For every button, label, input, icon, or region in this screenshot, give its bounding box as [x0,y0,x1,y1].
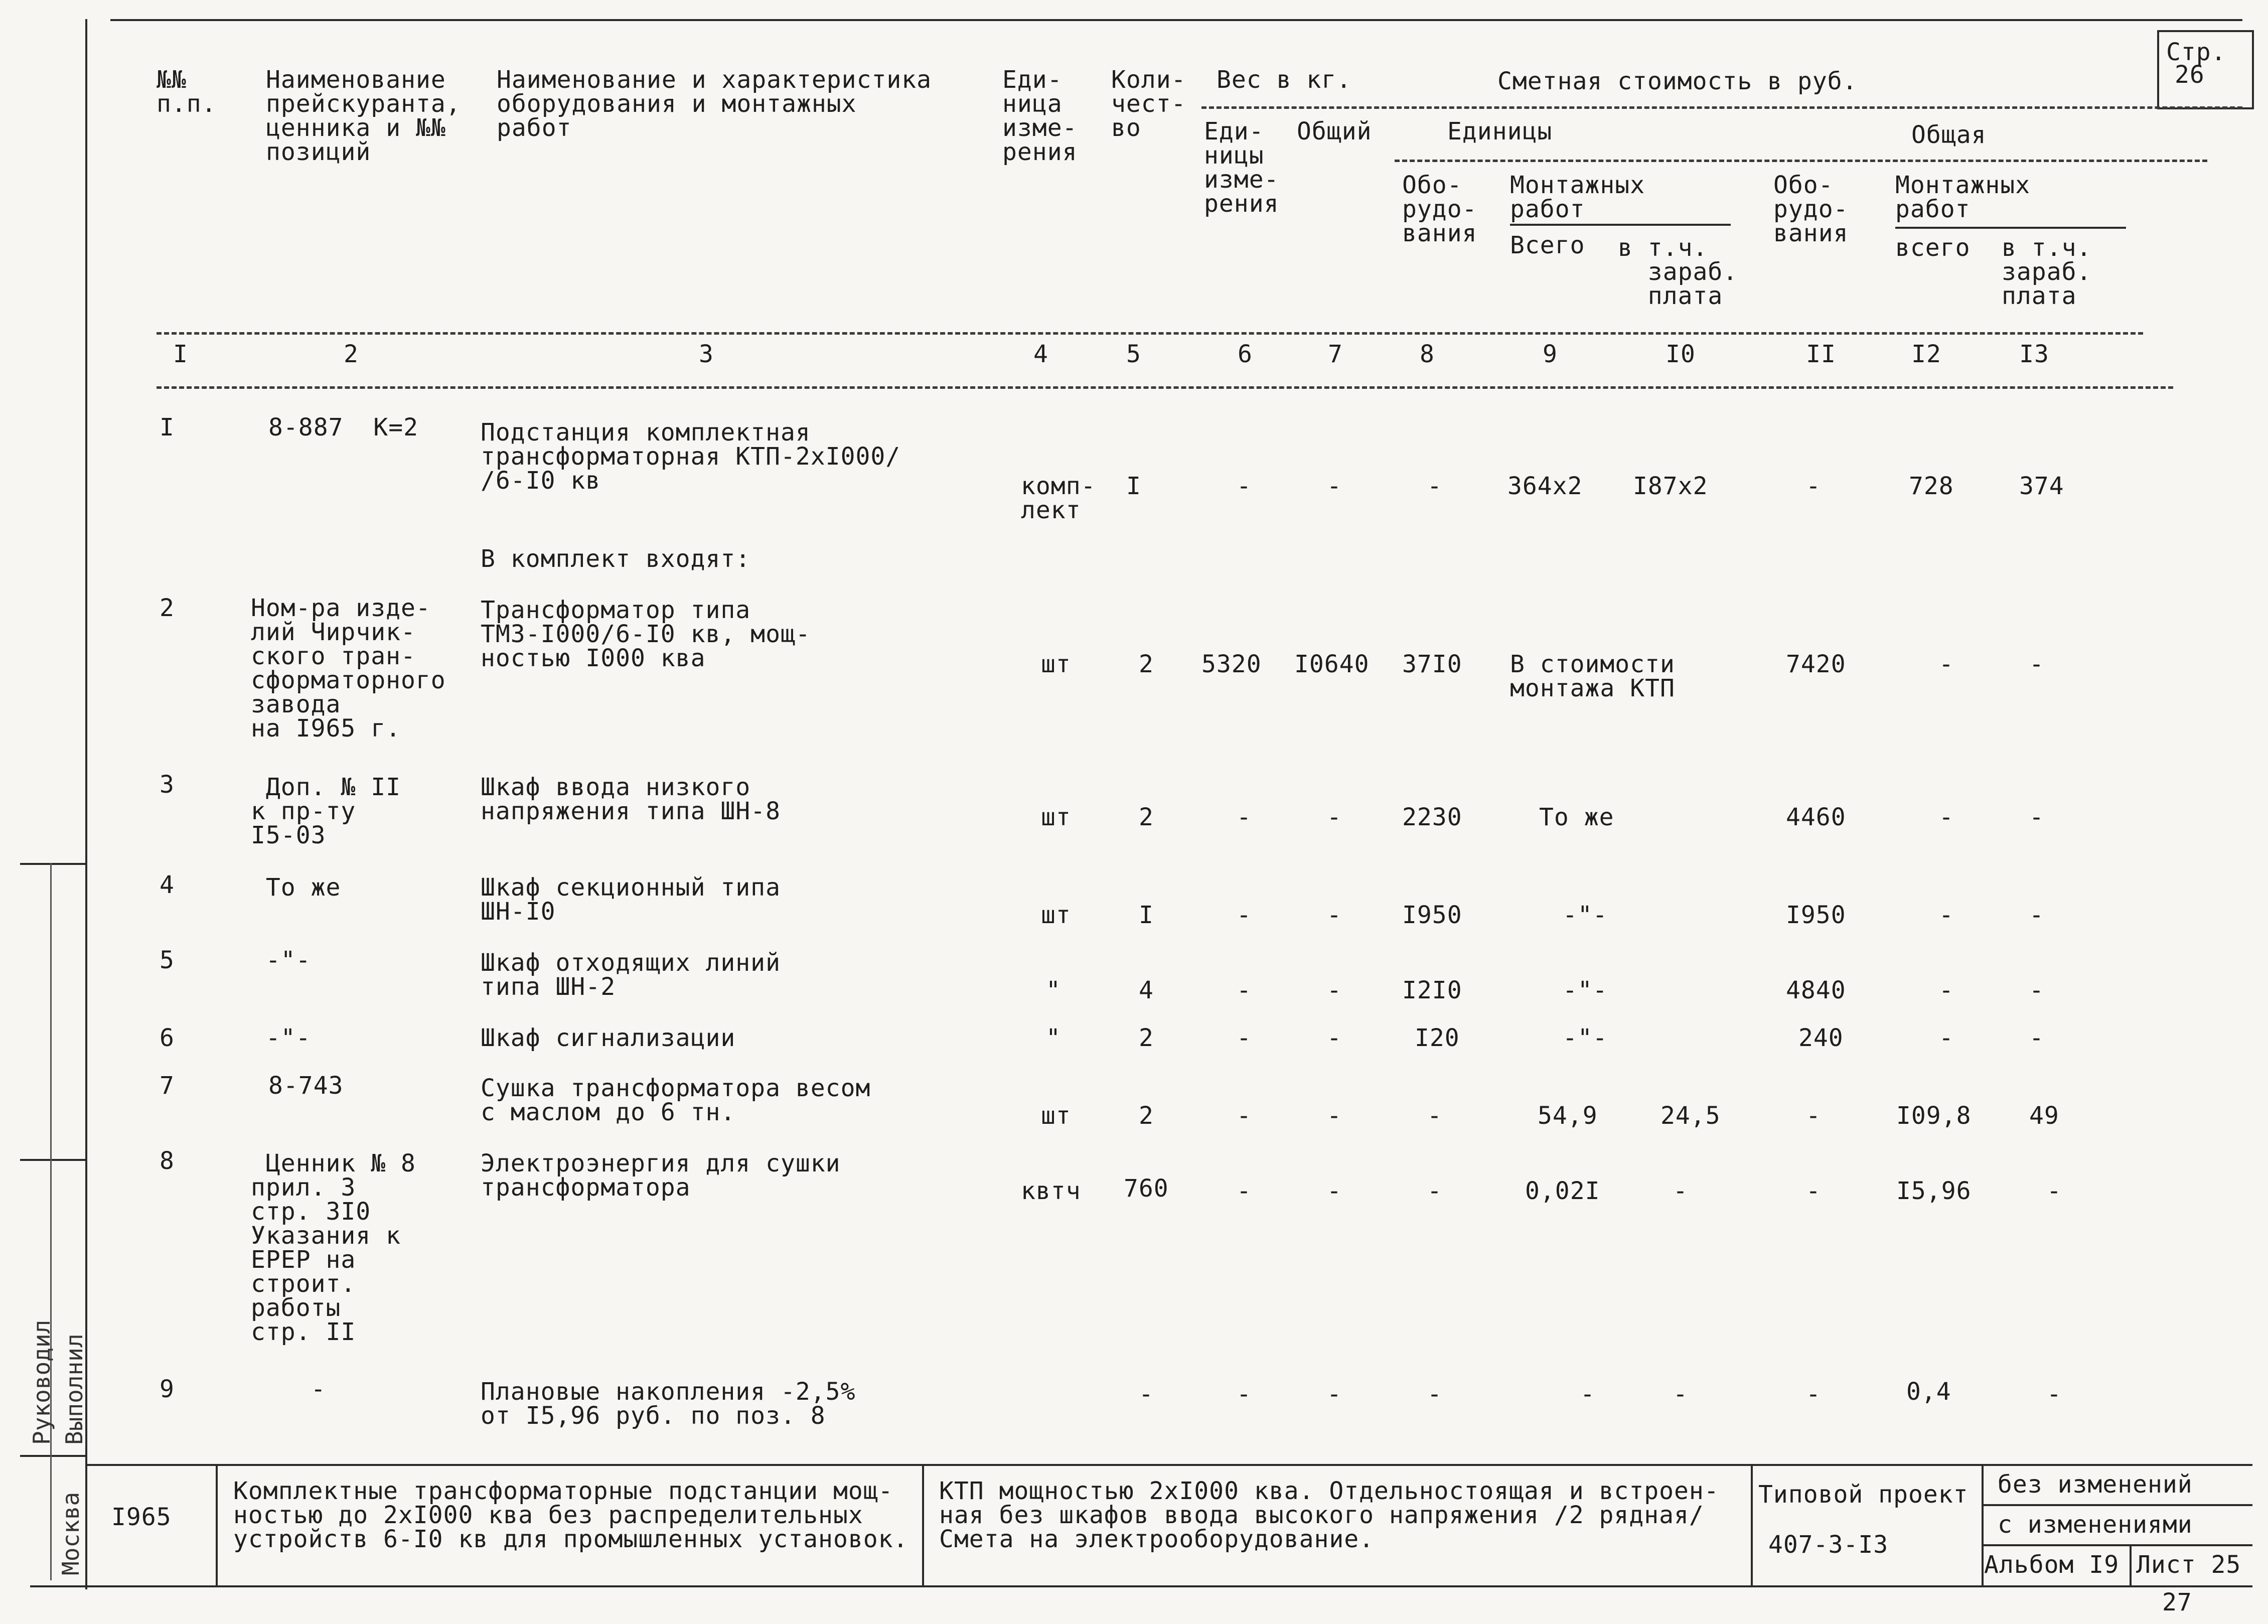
margin-line-2 [20,1159,85,1161]
row-number: I [160,413,175,441]
margin-head: Руководил [28,1319,55,1445]
row-wage-total: - [2029,650,2044,678]
row-unit: квтч [1021,1177,1081,1205]
row-equipment-unit: I950 [1402,901,1462,929]
header-cost-total: Общая [1911,121,1987,149]
row-equipment-total: - [1806,1177,1821,1205]
top-frame-line [110,19,2242,21]
header-weight-unit: Еди- ницы изме- рения [1204,117,1279,218]
title-divider-2 [922,1464,924,1585]
row-unit: " [1046,976,1061,1004]
row-mount-total: - [1939,803,1954,831]
row-name: Подстанция комплектная трансформаторная КТП-2хI000/ /6-I0 кв [481,418,901,495]
header-wage-total: в т.ч. зараб. плата [2002,234,2092,310]
colnum-7: 7 [1328,340,1343,368]
row-weight-unit: - [1237,1024,1252,1052]
row-weight-unit: - [1237,1177,1252,1205]
row-qty: 760 [1124,1174,1169,1203]
row-weight-total: - [1327,1024,1342,1052]
colnum-10: I0 [1666,340,1696,368]
page-label: Стр. [2166,38,2226,66]
row-wage-total: - [2029,1024,2044,1052]
header-total-unit: Всего [1510,231,1585,259]
row-number: 7 [160,1072,175,1100]
row-ref: 8-887 К=2 [268,413,418,441]
row-wage-total: - [2029,901,2044,929]
row-wage-total: - [2047,1380,2062,1408]
header-col-qty: Коли- чест- во [1111,66,1186,142]
page-number: 26 [2175,61,2205,89]
colnum-6: 6 [1238,340,1253,368]
row-mount-total: I09,8 [1896,1102,1972,1130]
header-mount-total: Монтажных работ [1895,171,2031,223]
header-cost: Сметная стоимость в руб. [1497,67,1858,95]
title-project-number: 407-3-I3 [1768,1531,1889,1559]
header-dash-4 [157,386,2173,389]
title-album: Альбом I9 [1984,1551,2120,1579]
row-wage-total: - [2029,976,2044,1004]
row-mount-total: I5,96 [1896,1177,1972,1205]
row-number: 2 [160,594,175,622]
row-wage-unit: - [1673,1177,1688,1205]
header-weight-total: Общий [1297,117,1372,145]
row-weight-total: - [1327,1102,1342,1130]
row-mount-unit: -"- [1563,976,1608,1004]
header-total-total: всего [1895,234,1971,262]
header-equipment-total: Обо- рудо- вания [1773,171,1849,247]
header-dash-3 [157,332,2143,335]
row-weight-unit: - [1237,901,1252,929]
row-number: 3 [160,771,175,799]
row-number: 6 [160,1024,175,1052]
margin-performed: Выполнил [61,1334,88,1445]
title-with-changes: с изменениями [1998,1511,2193,1539]
colnum-11: II [1806,340,1836,368]
row-wage-total: - [2047,1177,2062,1205]
row-weight-unit: - [1327,1380,1342,1408]
row-ref: 8-743 [268,1072,344,1100]
row-equipment-unit: - [1580,1380,1595,1408]
row-unit: " [1046,1024,1061,1052]
row-equipment-total: 4840 [1786,976,1846,1004]
row-ref: Доп. № II к пр-ту I5-03 [251,773,401,849]
row-wage-unit: - [1806,1380,1821,1408]
row-unit: шт [1041,901,1071,929]
row-wage-total: 49 [2029,1102,2059,1130]
colnum-3: 3 [699,340,714,368]
row-ref: То же [251,873,341,902]
title-block-top-line [85,1464,2252,1466]
row-equipment-total: 240 [1798,1024,1844,1052]
row-unit: шт [1041,1102,1071,1130]
row-qty: 2 [1139,650,1154,678]
corner-page-number: 27 [2162,1588,2192,1616]
title-divider-3 [1751,1464,1753,1585]
title-block-bottom-line [30,1585,2252,1587]
header-col-name: Наименование и характеристика оборудования и монтажных работ [497,66,932,142]
row-weight-total: - [1427,1380,1442,1408]
row-weight-total: - [1327,803,1342,831]
row-qty: 2 [1139,803,1154,831]
row-qty: - [1237,1380,1252,1408]
row-name: Шкаф сигнализации [481,1024,736,1052]
colnum-4: 4 [1033,340,1048,368]
row-equipment-unit: - [1427,1177,1442,1205]
row-ref: Ном-ра изде- лий Чирчик- ского тран- сформаторного завода на I965 г. [251,594,446,743]
row-name: Шкаф ввода низкого напряжения типа ШН-8 [481,773,781,825]
header-col-number: №№ п.п. [157,66,217,118]
row-mount-total: - [1939,650,1954,678]
row-mount-total: 728 [1909,472,1954,500]
row-equipment-unit: - [1427,1102,1442,1130]
colnum-8: 8 [1420,340,1435,368]
row-equipment-unit: 37I0 [1402,650,1462,678]
row-weight-total: - [1327,472,1342,500]
row-weight-unit: - [1237,472,1252,500]
header-weight: Вес в кг. [1217,66,1352,94]
row-mount-unit: - [1673,1380,1688,1408]
title-sheet: Лист 25 [2136,1551,2241,1579]
title-divider-4 [1982,1464,1984,1585]
row-equipment-unit: I20 [1415,1024,1460,1052]
row-weight-unit: - [1237,803,1252,831]
row-name: Плановые накопления -2,5% от I5,96 руб. по поз. 8 [481,1378,856,1430]
row-number: 9 [160,1375,175,1403]
row-equipment-total: - [1806,472,1821,500]
title-no-changes: без изменений [1998,1470,2193,1499]
row-unit: шт [1041,650,1071,678]
row-equipment-total: 7420 [1786,650,1846,678]
row-wage-unit: 24,5 [1660,1102,1721,1130]
row-name: Трансформатор типа ТМЗ-I000/6-I0 кв, мощ- ностью I000 ква [481,596,811,672]
title-divider-1 [216,1464,218,1585]
row-qty: 2 [1139,1102,1154,1130]
row-wage-unit: I87х2 [1633,472,1708,500]
margin-line-3 [20,1455,85,1457]
header-cost-unit: Единицы [1447,117,1553,145]
margin-line-1 [20,863,85,865]
row-equipment-total: I950 [1786,901,1846,929]
row-name: Электроэнергия для сушки трансформатора [481,1149,841,1202]
row-qty: 2 [1139,1024,1154,1052]
colnum-9: 9 [1543,340,1558,368]
margin-divider [50,863,52,1580]
title-album-divider [2130,1544,2132,1585]
row-name: Шкаф секционный типа ШН-I0 [481,873,781,926]
row-ref: -"- [251,946,311,974]
header-col-unit: Еди- ница изме- рения [1002,66,1078,166]
row-mount-unit: В стоимости монтажа КТП [1510,650,1675,702]
colnum-1: I [173,340,188,368]
row-mount-unit: -"- [1563,1024,1608,1052]
row-unit: комп- лект [1021,472,1096,524]
row-ref: Ценник № 8 прил. 3 стр. 3I0 Указания к ЕРЕР на строит. работы стр. II [251,1149,416,1346]
row-mount-unit: -"- [1563,901,1608,929]
row-name: Шкаф отходящих линий типа ШН-2 [481,949,781,1001]
row-name: Сушка трансформатора весом с маслом до 6 тн. [481,1074,871,1126]
row-equipment-unit: 2230 [1402,803,1462,831]
row-ref: - [281,1375,326,1403]
row-equipment-unit: I2I0 [1402,976,1462,1004]
row-mount-total: - [1939,976,1954,1004]
row-mount-unit: 0,02I [1525,1177,1600,1205]
title-description: КТП мощностью 2хI000 ква. Отдельностоящая и встроен- ная без шкафов ввода высокого напряжения /2 рядная/ Смета на электрооборудование. [939,1477,1719,1553]
row-weight-unit: - [1237,1102,1252,1130]
row-weight-total: I0640 [1294,650,1370,678]
row-equipment-unit: - [1427,472,1442,500]
title-changes-line-1 [1982,1504,2252,1506]
row-number: 5 [160,946,175,974]
row-unit: шт [1041,803,1071,831]
row-mount-total: 0,4 [1906,1378,1951,1406]
colnum-12: I2 [1911,340,1941,368]
row-equipment-total: 4460 [1786,803,1846,831]
colnum-2: 2 [344,340,359,368]
margin-city: Москва [57,1492,84,1575]
row-qty: I [1126,472,1141,500]
row-mount-unit: 54,9 [1538,1102,1598,1130]
colnum-5: 5 [1126,340,1141,368]
row-number: 8 [160,1147,175,1175]
row-mount-total: - [1939,901,1954,929]
row-unit: - [1139,1380,1154,1408]
header-dash-2 [1395,160,2207,162]
row-mount-unit: То же [1539,803,1614,831]
header-mount-unit-underline [1510,224,1731,226]
row-weight-total: - [1327,1177,1342,1205]
row-qty: 4 [1139,976,1154,1004]
title-main: Комплектные трансформаторные подстанции мощ- ностью до 2хI000 ква без распределительных устройств 6-I0 кв для промышленных установок. [233,1477,909,1553]
row-weight-total: - [1327,901,1342,929]
row-number: 4 [160,871,175,899]
row-ref: -"- [251,1024,311,1052]
row-weight-unit: - [1237,976,1252,1004]
header-wage-unit: в т.ч. зараб. плата [1618,234,1738,310]
header-mount-total-underline [1895,227,2126,229]
header-equipment-unit: Обо- рудо- вания [1402,171,1477,247]
row-equipment-total: - [1806,1102,1821,1130]
title-year: I965 [111,1503,172,1531]
title-changes-line-2 [1982,1544,2252,1546]
title-project-label: Типовой проект [1758,1481,1969,1509]
row-weight-total: - [1327,976,1342,1004]
row-weight-unit: 5320 [1201,650,1262,678]
row-qty: I [1139,901,1154,929]
row-wage-total: - [2029,803,2044,831]
colnum-13: I3 [2019,340,2049,368]
row-mount-total: - [1939,1024,1954,1052]
kit-includes-label: В комплект входят: [481,545,751,573]
header-col-ref: Наименование прейскуранта, ценника и №№ позиций [266,66,461,166]
row-mount-unit: 364х2 [1507,472,1583,500]
header-dash-1 [1201,106,2242,109]
row-wage-total: 374 [2019,472,2064,500]
header-mount-unit: Монтажных работ [1510,171,1645,223]
